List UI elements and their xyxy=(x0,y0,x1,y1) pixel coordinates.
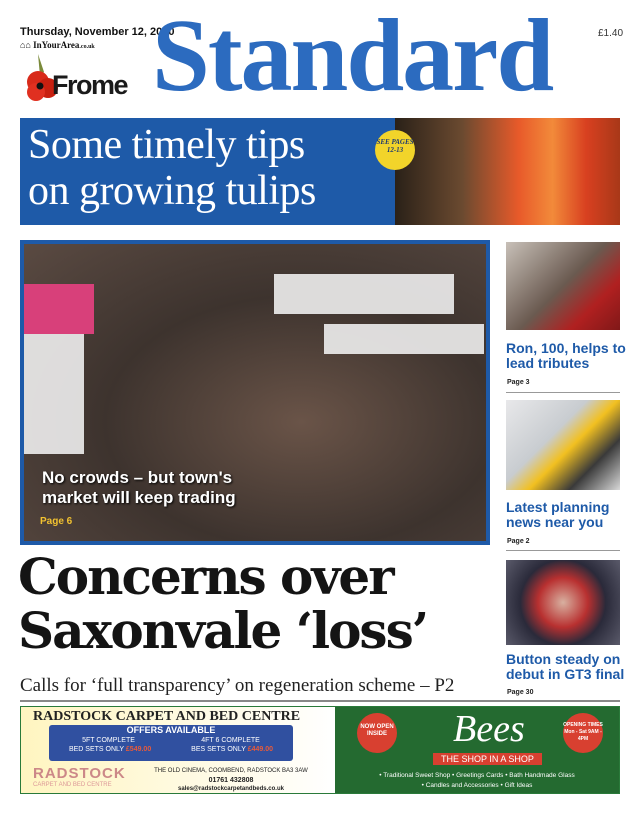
divider xyxy=(506,392,620,393)
radstock-logo: RADSTOCK xyxy=(33,765,126,782)
side-headline-ron[interactable]: Ron, 100, helps to lead tributes xyxy=(506,340,626,371)
lead-headline[interactable]: Concerns over Saxonvale ‘loss’ xyxy=(18,547,428,660)
bees-items: • Traditional Sweet Shop • Greetings Cards • Bath Handmade Glass • Candles and Accessories • Gift Ideas xyxy=(379,772,575,789)
now-open-badge: NOW OPEN INSIDE xyxy=(357,713,397,753)
advertisement[interactable] xyxy=(20,706,620,794)
inyourarea-suffix: .co.uk xyxy=(79,44,95,50)
pink-awning xyxy=(24,284,94,334)
ron-photo xyxy=(506,242,620,330)
issue-date: Thursday, November 12, 2020 xyxy=(20,26,175,38)
see-pages-badge: SEE PAGES 12-13 xyxy=(375,130,415,170)
button-racing-photo xyxy=(506,560,620,645)
masthead-frome: Frome xyxy=(52,70,128,100)
shop-in-a-shop: THE SHOP IN A SHOP xyxy=(433,753,542,765)
radstock-title: RADSTOCK CARPET AND BED CENTRE xyxy=(33,709,301,724)
radstock-contact: THE OLD CINEMA, COOMBEND, RADSTOCK BA3 3AW 01761 432808 sales@radstockcarpetandbeds.co.uk xyxy=(154,768,308,792)
side-page-button: Page 30 xyxy=(507,689,534,696)
divider xyxy=(20,700,620,702)
bees-logo: Bees xyxy=(453,708,525,750)
market-crowd-photo[interactable] xyxy=(20,240,490,545)
promo-headline: Some timely tips on growing tulips xyxy=(28,122,316,214)
main-photo-caption: No crowds – but town's market will keep trading xyxy=(42,468,236,507)
opening-times-badge: OPENING TIMES Mon - Sat 9AM - 4PM xyxy=(563,713,603,753)
offers-box: OFFERS AVAILABLE 5FT COMPLETE 4FT 6 COMPLETE BED SETS ONLY £549.00 BES SETS ONLY £449.00 xyxy=(49,725,293,761)
bees-ad xyxy=(335,707,619,793)
side-headline-button[interactable]: Button steady on debut in GT3 final xyxy=(506,651,625,682)
inyourarea-text: InYourArea xyxy=(33,40,80,50)
masthead-standard: Standard xyxy=(152,0,553,113)
inyourarea-logo: ⌂⌂ InYourArea.co.uk xyxy=(20,40,95,50)
tulips-promo-banner[interactable] xyxy=(20,118,620,225)
lead-subheadline: Calls for ‘full transparency’ on regeneration scheme – P2 xyxy=(20,675,455,696)
main-photo-page: Page 6 xyxy=(40,516,73,527)
planning-photo xyxy=(506,400,620,490)
price: £1.40 xyxy=(598,28,624,39)
tulips-photo xyxy=(395,118,620,225)
radstock-logo-sub: CARPET AND BED CENTRE xyxy=(33,782,112,788)
market-stall-awning xyxy=(274,274,454,314)
market-stall-awning xyxy=(24,334,84,454)
divider xyxy=(506,550,620,551)
market-stall-awning xyxy=(324,324,484,354)
radstock-ad xyxy=(21,707,335,793)
side-page-planning: Page 2 xyxy=(507,538,530,545)
side-headline-planning[interactable]: Latest planning news near you xyxy=(506,499,610,530)
side-page-ron: Page 3 xyxy=(507,379,530,386)
